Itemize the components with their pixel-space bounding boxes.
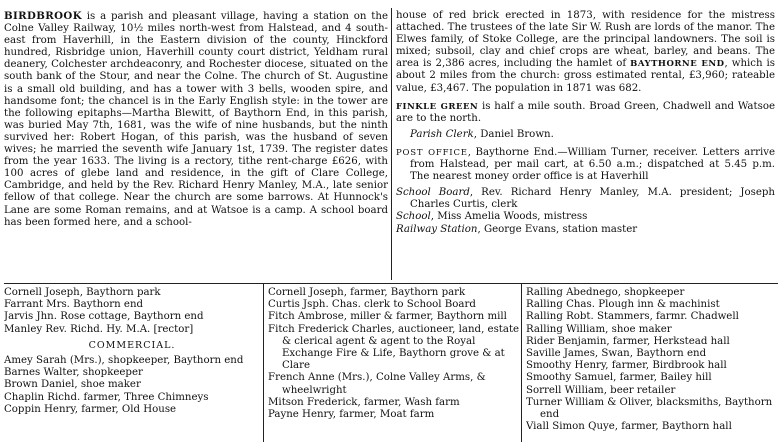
left-column [4,10,388,233]
parish-description [4,10,388,229]
list-item: Ralling Robt. Stammers, farmr. Chadwell [526,311,739,323]
list-item: Chaplin Richd. farmer, Three Chimneys [4,391,209,403]
list-item: French Anne (Mrs.), Colne Valley Arms, & wheelwright [268,372,486,396]
list-item: Cornell Joseph, Baythorn park [4,287,161,298]
list-item: Smoothy Samuel, farmer, Bailey hill [526,372,712,384]
list-item: Ralling William, shoe maker [526,323,672,335]
directory-column-b [268,287,520,421]
column-divider-top [391,8,392,280]
list-item: Ralling Abednego, shopkeeper [526,287,685,298]
list-item: Cornell Joseph, farmer, Baythorn park [268,287,466,298]
directory-column-c [526,287,778,433]
directory-top-rule [4,283,778,284]
directory-divider-2 [521,284,522,442]
list-item: Ralling Chas. Plough inn & machinist [526,299,720,311]
list-item: Jarvis Jhn. Rose cottage, Baythorn end [4,311,204,323]
list-item: Smoothy Henry, farmer, Birdbrook hall [526,360,727,372]
school-mistress: School, Miss Amelia Woods, mistress [396,211,588,223]
railway-station: Railway Station, George Evans, station master [396,223,638,235]
list-item: Viall Simon Quye, farmer, Baythorn hall [526,421,732,433]
list-item: Amey Sarah (Mrs.), shopkeeper, Baythorn end [4,355,244,367]
list-item: Rider Benjamin, farmer, Herkstead hall [526,335,730,347]
right-column [396,10,775,236]
post-office-paragraph: POST OFFICE, Baythorne End.—William Turner, receiver. Letters arrive from Halstead, per mail cart, at 6.50 a.m.; dispatched at 5.45 p.m. The nearest money order office is at Haverhill [396,146,776,183]
directory-divider-1 [263,284,264,442]
list-item: Farrant Mrs. Baythorn end [4,299,144,311]
list-item: Sorrell William, beer retailer [526,384,676,396]
list-item: Barnes Walter, shopkeeper [4,367,143,379]
list-item: Fitch Ambrose, miller & farmer, Baythorn mill [268,311,507,323]
list-item: Turner William & Oliver, blacksmiths, Baythorn end [526,396,773,421]
school-board: School Board, Rev. Richard Henry Manley, M.A. president; Joseph Charles Curtis, clerk [396,187,775,211]
list-item: Payne Henry, farmer, Moat farm [268,409,435,421]
school-house-paragraph: house of red brick erected in 1873, with residence for the mistress attached. The trustees of the late Sir W. Rush are lords of the manor. The Elwes family, of Stoke College, are the principal landowners. The soil is mixed; subsoil, clay and chief crops are wheat, barley, and beans. The area is 2,386 acres, including the hamlet of BAYTHORNE END, which is about 2 miles from the church: gross estimated rental, £3,960; rateable value, £3,467. The population in 1871 was 682. [396,10,775,94]
directory-column-a [4,287,260,416]
parish-clerk: Parish Clerk, Daniel Brown. [410,128,554,140]
list-item: Coppin Henry, farmer, Old House [4,403,177,415]
list-item: Saville James, Swan, Baythorn end [526,348,707,360]
list-item: Curtis Jsph. Chas. clerk to School Board [268,299,476,311]
list-item: Manley Rev. Richd. Hy. M.A. [rector] [4,323,194,335]
list-item: Brown Daniel, shoe maker [4,379,141,391]
parish-title: BIRDBROOK [4,10,82,22]
list-item: Fitch Frederick Charles, auctioneer, land, estate & clerical agent & agent to the Royal Exchange Fire & Life, Baythorn grove & at Clare [268,323,520,372]
commercial-heading: COMMERCIAL. [88,339,176,351]
finkle-green-paragraph: FINKLE GREEN is half a mile south. Broad Green, Chadwell and Watsoe are to the north. [396,100,775,124]
list-item: Mitson Frederick, farmer, Wash farm [268,396,460,408]
parish-body: is a parish and pleasant village, having a station on the Colne Valley Railway, 10½ miles north-west from Halstead, and 4 south-east from Haverhill, in the Eastern division of the county, Hinckford hundred, Risbridge union, Haverhill county court district, Yeldham rural deanery, Colchester archdeaconry, and Rochester diocese, situated on the south bank of the Stour, and near the Colne. The church of St. Augustine is a small old building, and has a tower with 3 bells, wooden spire, and handsome font; the chancel is in the Early English style: in the tower are the following epitaphs—Martha Blewitt, of Baythorn End, in this parish, was buried May 7th, 1681, was the wife of nine husbands, but the ninth survived her: Robert Hogan, of this parish, was the husband of seven wives; he married the seventh wife January 1st, 1739. The register dates from the year 1633. The living is a rectory, tithe rent-charge £626, with 100 acres of glebe land and residence, in the gift of Clare College, Cambridge, and held by the Rev. Richard Henry Manley, M.A., late senior fellow of that college. Near the church are some barrows. At Hunnock's Lane are some Roman remains, and at Watsoe is a camp. A school board has been formed here, and a school- [4,11,388,228]
